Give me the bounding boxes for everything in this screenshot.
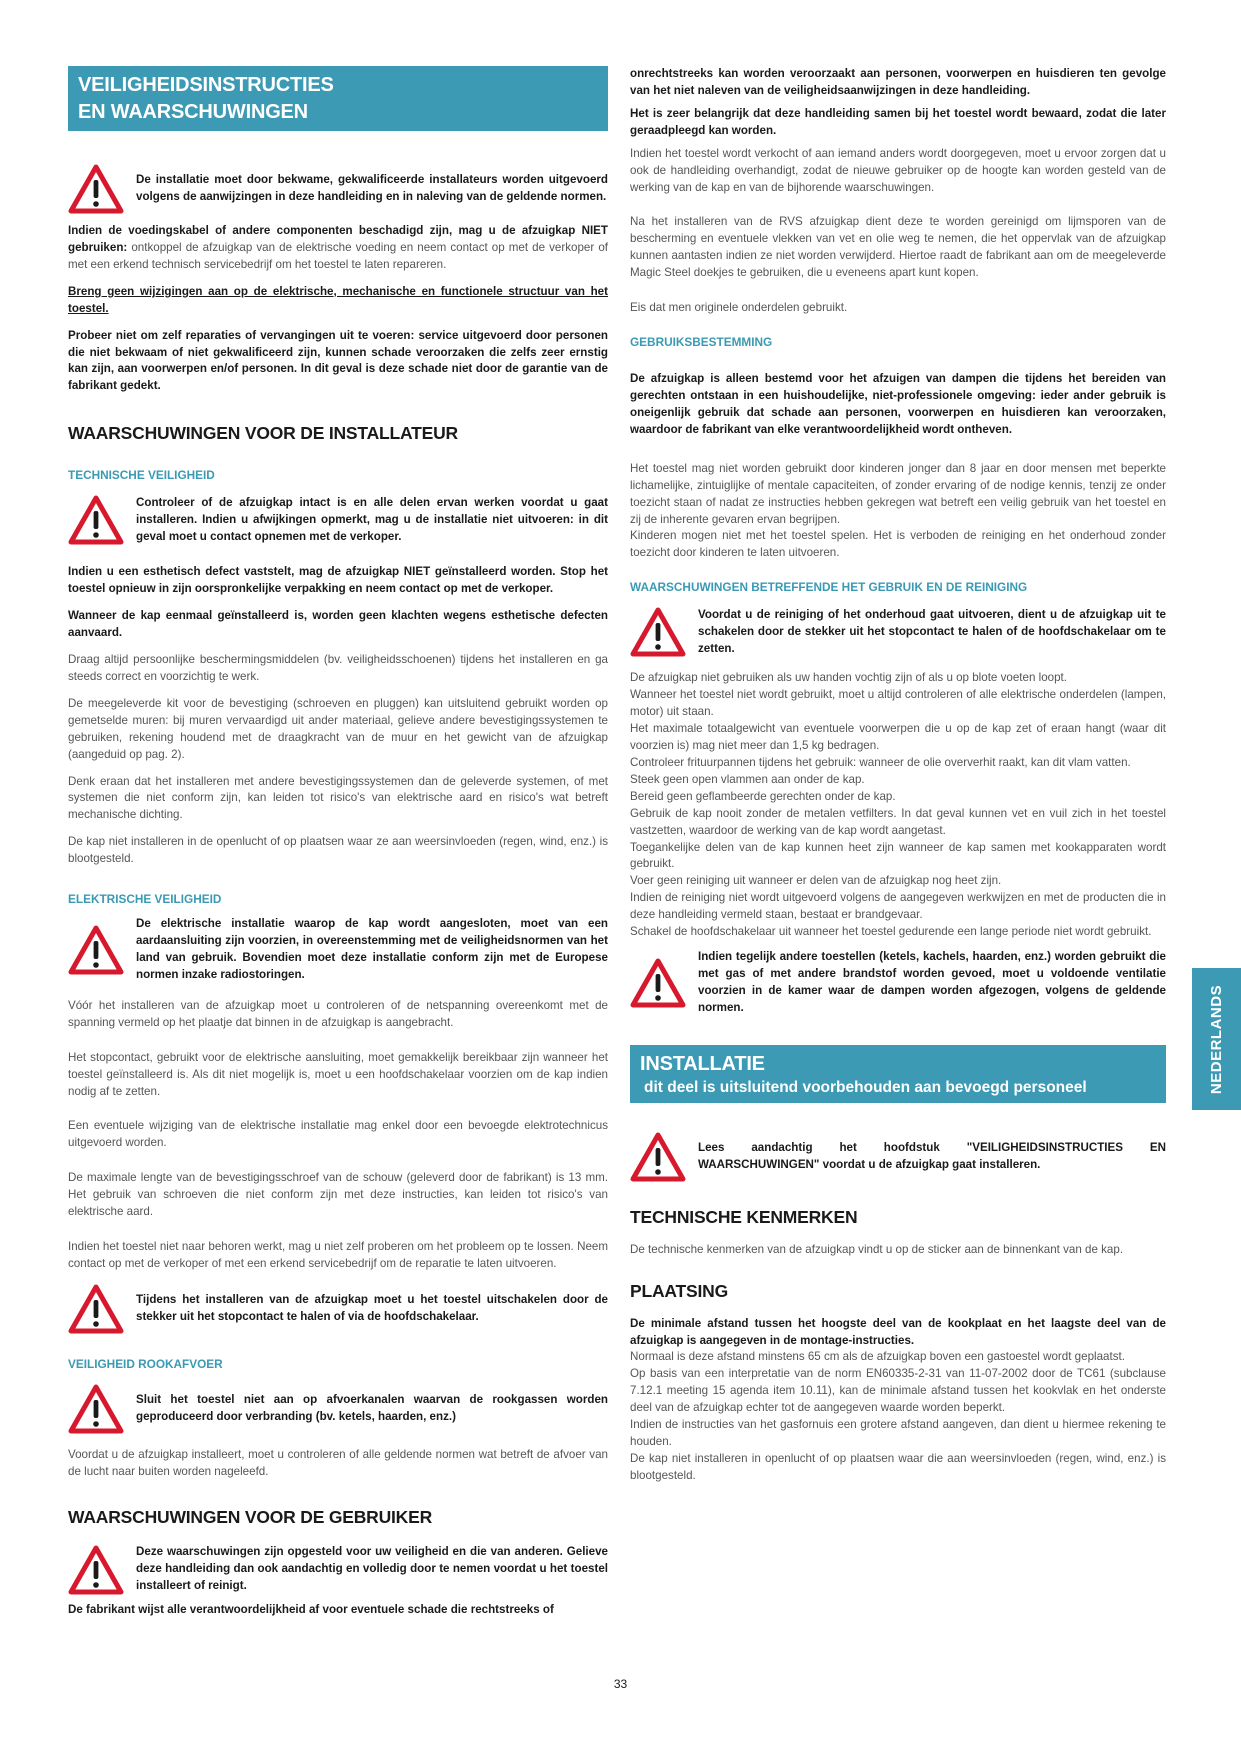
warning-triangle-icon xyxy=(68,925,124,975)
para-no-repairs: Probeer niet om zelf reparaties of vervangingen uit te voeren: service uitgevoerd door personen die niet bekwaam of niet gekwalificeerd zijn, kunnen schade veroorzaken die zelfs zeer ernstig kan zijn, aan voorwerpen en/of personen. In dit geval is deze schade niet door de garantie van de fabrikant gedekt. xyxy=(68,328,608,393)
list-item: De afzuigkap niet gebruiken als uw handen vochtig zijn of als u op blote voeten loopt. xyxy=(630,671,1067,685)
warning-read-manual xyxy=(68,1542,608,1598)
para-children: Het toestel mag niet worden gebruikt door kinderen jonger dan 8 jaar en door mensen met beperkte lichamelijke, zintuiglijke of mentale capaciteiten, of zonder ervaring of de nodige kennis, tenzij ze onder toezicht staan of nadat ze instructies hebben gekregen wat betreft een veilig gebruik van het toestel en zij de inherente gevaren ervan begrijpen. xyxy=(630,461,1166,526)
installation-title: INSTALLATIE xyxy=(640,1052,765,1075)
para-fixing-kit: De meegeleverde kit voor de bevestiging (schroeven en pluggen) kan uitsluitend gebruikt worden op gemetselde muren: bij muren vervaardigd uit ander materiaal, gelieve andere bevestigingssystemen te gebruiken, rekening houdend met de draagkracht van de muur en het gewicht van de afzuigkap (aangeduid op pag. 2). xyxy=(68,696,608,761)
warning-earthing xyxy=(68,916,608,984)
heading-use-cleaning: WAARSCHUWINGEN BETREFFENDE HET GEBRUIK EN DE REINIGING xyxy=(630,580,1028,595)
list-item: Indien de reiniging niet wordt uitgevoerd volgens de aangegeven werkwijzen en met de producten die in deze handleiding vermeld staan, bestaat er brandgevaar. xyxy=(630,891,1166,922)
list-item: Indien de instructies van het gasfornuis een grotere afstand aangeven, dan dient u hiermee rekening te houden. xyxy=(630,1418,1166,1449)
warning-triangle-icon xyxy=(630,607,686,657)
warning-read-chapter xyxy=(630,1129,1166,1185)
language-side-tab xyxy=(1192,968,1241,1110)
installation-subtitle: dit deel is uitsluitend voorbehouden aan bevoegd personeel xyxy=(644,1078,1087,1096)
warning-cleaning xyxy=(630,604,1166,660)
warning-ventilation xyxy=(630,949,1166,1017)
warning-triangle-icon xyxy=(68,495,124,545)
warning-earthing-text: De elektrische installatie waarop de kap wordt aangesloten, moet van een aardaansluiting zijn voorzien, in overeenstemming met de veiligheidsnormen van het land van gebruik. Bovendien moet deze installatie conform zijn met de Europese normen inzake radiostoringen. xyxy=(136,917,608,981)
warning-triangle-icon xyxy=(68,1284,124,1334)
right-column xyxy=(630,66,1166,1485)
safety-title-line1: VEILIGHEIDSINSTRUCTIES xyxy=(78,74,334,96)
warning-installers xyxy=(68,161,608,217)
list-item: Gebruik de kap nooit zonder de metalen vetfilters. In dat geval kunnen vet en vuil zich in het toestel vastzetten, waardoor de werking van de kap wordt aangetast. xyxy=(630,806,1166,837)
language-tab-label: NEDERLANDS xyxy=(1208,984,1225,1094)
warning-switch-off-text: Tijdens het installeren van de afzuigkap moet u het toestel uitschakelen door de stekker uit het stopcontact te halen of via de hoofdschakelaar. xyxy=(136,1292,608,1323)
heading-user-warnings: WAARSCHUWINGEN VOOR DE GEBRUIKER xyxy=(68,1506,433,1527)
para-aesthetic-defect: Indien u een esthetisch defect vaststelt, mag de afzuigkap NIET geïnstalleerd worden. Stop het toestel opnieuw in zijn oorspronkelijke verpakking en neem contact op met de verkoper. xyxy=(68,565,608,596)
para-no-changes: Breng geen wijzigingen aan op de elektrische, mechanische en functionele structuur van het toestel. xyxy=(68,284,608,315)
para-air-discharge: Voordat u de afzuigkap installeert, moet u controleren of alle geldende normen wat betreft de afvoer van de lucht naar buiten worden nageleefd. xyxy=(68,1447,608,1478)
warning-ventilation-text: Indien tegelijk andere toestellen (ketels, kachels, haarden, enz.) worden gebruikt die met gas of met andere brandstof worden gevoed, moet u voldoende ventilatie voorzien in de kamer waar de dampen worden afgezogen, volgens de geldende normen. xyxy=(698,950,1166,1014)
para-liability-start: De fabrikant wijst alle verantwoordelijkheid af voor eventuele schade die rechtstreeks of xyxy=(68,1602,554,1616)
safety-title-line2: EN WAARSCHUWINGEN xyxy=(78,101,308,123)
warning-triangle-icon xyxy=(630,958,686,1008)
warning-installers-text: De installatie moet door bekwame, gekwalificeerde installateurs worden uitgevoerd volgens de aanwijzingen in deze handleiding en in naleving van de geldende normen. xyxy=(136,173,608,203)
heading-smoke-safety: VEILIGHEID ROOKAFVOER xyxy=(68,1356,223,1371)
list-item: Wanneer het toestel niet wordt gebruikt, moet u altijd controleren of alle elektrische onderdelen (lampen, motor) uit staan. xyxy=(630,688,1166,719)
list-item: De kap niet installeren in openlucht of op plaatsen waar die aan weersinvloeden (regen, wind, enz.) is blootgesteld. xyxy=(630,1452,1166,1482)
warning-triangle-icon xyxy=(68,1545,124,1595)
installation-banner xyxy=(630,1045,1166,1103)
left-column xyxy=(68,66,608,1619)
para-socket: Het stopcontact, gebruikt voor de elektrische aansluiting, moet gemakkelijk bereikbaar zijn wanneer het toestel geïnstalleerd is. Als dit niet mogelijk is, moet u een hoofdschakelaar voorzien om de kap indien nodig af te zetten. xyxy=(68,1050,608,1098)
warning-read-manual-text: Deze waarschuwingen zijn opgesteld voor uw veiligheid en die van anderen. Gelieve deze handleiding dan ook aandachtig en volledig door te nemen voordat u het toestel installeert of reinigt. xyxy=(136,1545,608,1593)
para-intended-use: De afzuigkap is alleen bestemd voor het afzuigen van dampen die tijdens het bereiden van gerechten ontstaan in een huishoudelijke, niet-professionele omgeving: ieder ander gebruik is oneigenlijk gebruik dat schade aan personen, voorwerpen en huisdieren kan veroorzaken, waardoor de fabrikant van elke verantwoordelijkheid wordt ontheven. xyxy=(630,372,1166,436)
para-original-parts: Eis dat men originele onderdelen gebruikt. xyxy=(630,301,848,315)
use-instructions-list xyxy=(630,670,1166,941)
list-item: Het maximale totaalgewicht van eventuele voorwerpen die u op de kap zet of eraan hangt (waar dit voorzien is) mag niet meer dan 1,5 kg bedragen. xyxy=(630,722,1166,752)
warning-read-chapter-text: Lees aandachtig het hoofdstuk "VEILIGHEIDSINSTRUCTIES EN WAARSCHUWINGEN" voordat u de afzuigkap gaat installeren. xyxy=(698,1140,1166,1171)
list-item: Steek geen open vlammen aan onder de kap. xyxy=(630,772,865,786)
page-number: 33 xyxy=(613,1677,628,1691)
para-no-complaints: Wanneer de kap eenmaal geïnstalleerd is, worden geen klachten wegens esthetische defecten aanvaard. xyxy=(68,609,608,640)
para-no-outdoor: De kap niet installeren in de openlucht of op plaatsen waar ze aan weersinvloeden (regen, wind, enz.) is blootgesteld. xyxy=(68,835,608,866)
warning-triangle-icon xyxy=(68,164,124,214)
para-liability-end: onrechtstreeks kan worden veroorzaakt aan personen, voorwerpen en huisdieren ten gevolge van het niet naleven van de veiligheidsaanwijzingen in deze handleiding. xyxy=(630,67,1166,97)
list-item: Schakel de hoofdschakelaar uit wanneer het toestel gedurende een lange periode niet wordt gebruikt. xyxy=(630,925,1152,939)
heading-placement: PLAATSING xyxy=(630,1280,729,1301)
para-children-2: Kinderen mogen niet met het toestel spelen. Het is verboden de reiniging en het onderhoud zonder toezicht door kinderen te laten uitvoeren. xyxy=(630,529,1166,560)
list-item: Op basis van een interpretatie van de norm EN60335-2-31 van 11-07-2002 door de TC61 (subclause 7.12.1 meeting 15 agenda item 10.11), kan de minimale afstand tussen het kookvlak en het onderste deel van de afzuigkap echter tot de aangegeven waarde worden beperkt. xyxy=(630,1367,1166,1415)
para-sold: Indien het toestel wordt verkocht of aan iemand anders wordt doorgegeven, moet u ervoor zorgen dat u ook de handleiding overhandigt, zodat de nieuwe gebruiker op de hoogte kan worden gesteld van de werking van de kap en van de bijhorende waarschuwingen. xyxy=(630,146,1166,194)
para-minimum-distance: De minimale afstand tussen het hoogste deel van de kookplaat en het laagste deel van de afzuigkap is aangegeven in de montage-instructies. xyxy=(630,1316,1166,1347)
list-item: Normaal is deze afstand minstens 65 cm als de afzuigkap boven een gastoestel wordt geplaatst. xyxy=(630,1350,1125,1364)
list-item: Bereid geen geflambeerde gerechten onder de kap. xyxy=(630,789,896,803)
warning-switch-off xyxy=(68,1281,608,1337)
list-item: Toegankelijke delen van de kap kunnen heet zijn wanneer de kap samen met kookapparaten wordt gebruikt. xyxy=(630,840,1166,871)
warning-check-intact-text: Controleer of de afzuigkap intact is en alle delen ervan werken voordat u gaat installeren. Indien u afwijkingen opmerkt, mag u de installatie niet uitvoeren: in dit geval moet u contact opnemen met de verkoper. xyxy=(136,495,608,543)
para-keep-manual: Het is zeer belangrijk dat deze handleiding samen bij het toestel wordt bewaard, zodat die later geraadpleegd kan worden. xyxy=(630,106,1166,137)
para-other-systems: Denk eraan dat het installeren met andere bevestigingssystemen dan de geleverde systemen, of met systemen die niet conform zijn, kan leiden tot risico's van elektrische aard en risico's wat betreft mechanische dichting. xyxy=(68,774,608,822)
warning-check-intact xyxy=(68,492,608,548)
heading-technical-specs: TECHNISCHE KENMERKEN xyxy=(630,1206,858,1227)
para-modification: Een eventuele wijziging van de elektrische installatie mag enkel door een bevoegde elektrotechnicus uitgevoerd worden. xyxy=(68,1119,608,1150)
para-rvs-cleaning: Na het installeren van de RVS afzuigkap dient deze te worden gereinigd om lijmsporen van de bescherming en eventuele vlekken van vet en olie weg te nemen, die het oppervlak van de afzuigkap kunnen aantasten indien ze niet worden verwijderd. Hiertoe raadt de fabrikant aan om de meegeleverde Magic Steel doekjes te gebruiken, die u eveneens apart kunt kopen. xyxy=(630,215,1166,280)
para-damaged-cable: Indien de voedingskabel of andere componenten beschadigd zijn, mag u de afzuigkap NIET gebruiken: ontkoppel de afzuigkap van de elektrische voeding en neem contact op met de verkoper of met een erkend technisch servicebedrijf om het toestel te laten repareren. xyxy=(68,224,608,271)
para-screw-length: De maximale lengte van de bevestigingsschroef van de schouw (geleverd door de fabrikant) is 13 mm. Het gebruik van schroeven die niet conform zijn met deze instructies, kan leiden tot risico's van elektrische aard. xyxy=(68,1171,608,1219)
heading-electrical-safety: ELEKTRISCHE VEILIGHEID xyxy=(68,892,222,907)
warning-triangle-icon xyxy=(68,1384,124,1434)
para-technical-specs: De technische kenmerken van de afzuigkap vindt u op de sticker aan de binnenkant van de kap. xyxy=(630,1242,1124,1256)
para-protective: Draag altijd persoonlijke beschermingsmiddelen (bv. veiligheidsschoenen) tijdens het installeren en ga steeds correct en voorzichtig te werk. xyxy=(68,652,608,683)
warning-flue xyxy=(68,1381,608,1437)
heading-intended-use: GEBRUIKSBESTEMMING xyxy=(630,335,773,350)
placement-list xyxy=(630,1349,1166,1484)
list-item: Voer geen reiniging uit wanneer er delen van de afzuigkap nog heet zijn. xyxy=(630,874,1002,888)
heading-installer-warnings: WAARSCHUWINGEN VOOR DE INSTALLATEUR xyxy=(68,423,458,444)
warning-flue-text: Sluit het toestel niet aan op afvoerkanalen waarvan de rookgassen worden geproduceerd door verbranding (bv. ketels, haarden, enz.) xyxy=(136,1392,608,1423)
list-item: Controleer frituurpannen tijdens het gebruik: wanneer de olie oververhit raakt, kan dit vlam vatten. xyxy=(630,755,1131,769)
warning-cleaning-text: Voordat u de reiniging of het onderhoud gaat uitvoeren, dient u de afzuigkap uit te schakelen door de stekker uit het stopcontact te halen of de hoofdschakelaar om te zetten. xyxy=(698,607,1166,655)
para-voltage: Vóór het installeren van de afzuigkap moet u controleren of de netspanning overeenkomt met de spanning vermeld op het plaatje dat binnen in de afzuigkap is aangebracht. xyxy=(68,998,608,1029)
safety-title-banner xyxy=(68,66,608,131)
warning-triangle-icon xyxy=(630,1132,686,1182)
heading-technical-safety: TECHNISCHE VEILIGHEID xyxy=(68,468,215,483)
para-malfunction: Indien het toestel niet naar behoren werkt, mag u niet zelf proberen om het probleem op te lossen. Neem contact op met de verkoper of met een erkend servicebedrijf om de reparatie te laten uitvoeren. xyxy=(68,1240,608,1270)
